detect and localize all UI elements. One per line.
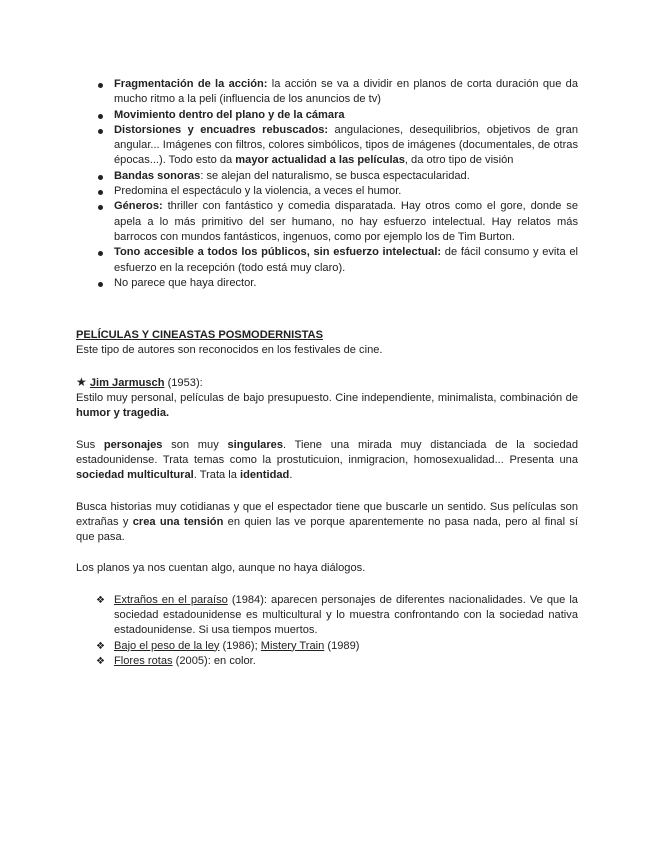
film-title: Extraños en el paraíso — [114, 593, 228, 606]
list-item: Bandas sonoras: se alejan del naturalismo, se busca espectacularidad. — [94, 169, 578, 184]
paragraph-stories: Busca historias muy cotidianas y que el espectador tiene que buscarle un sentido. Sus películas son extrañas y crea una tensión en quien las ve porque aparentemente no pasa nada, pero al final sí que pasa. — [76, 500, 578, 544]
list-item: Predomina el espectáculo y la violencia, a veces el humor. — [94, 184, 578, 199]
section-intro: Este tipo de autores son reconocidos en los festivales de cine. — [76, 344, 383, 357]
director-name: Jim Jarmusch — [89, 376, 165, 389]
list-item: Tono accesible a todos los públicos, sin esfuerzo intelectual: de fácil consumo y evita el esfuerzo en la recepción (todo está muy claro). — [94, 245, 578, 276]
list-item: ❖ Flores rotas (2005): en color. — [96, 654, 256, 667]
paragraph-characters: Sus personajes son muy singulares. Tiene una mirada muy distanciada de la sociedad estadounidense. Trata temas como la prostuticuion, inmigracion, homosexualidad... Presenta una sociedad multicultural. Trata la identidad. — [76, 438, 579, 482]
film-title: Mistery Train — [260, 639, 325, 652]
film-title: Bajo el peso de la ley — [114, 639, 220, 652]
films-list — [94, 593, 578, 669]
diamond-bullet-icon: ❖ — [96, 594, 105, 606]
director-years: (1953): — [164, 376, 203, 389]
list-item: Distorsiones y encuadres rebuscados: angulaciones, desequilibrios, objetivos de gran angular... Imágenes con filtros, colores simbólicos, tipos de imágenes (documentales, de otras épocas...). Todo esto da mayor actualidad a las películas, da otro tipo de visión — [94, 123, 578, 169]
director-heading — [76, 375, 578, 391]
film-title: Flores rotas — [114, 654, 173, 667]
list-item: No parece que haya director. — [94, 276, 578, 291]
list-item: ❖ Bajo el peso de la ley (1986); Mistery Train (1989) — [96, 639, 360, 652]
list-item: ❖ Extraños en el paraíso (1984): aparecen personajes de diferentes nacionalidades. Ve que la sociedad estadounidense es multicultural y lo muestra confrontando con la sociedad nativa estadounidense. Si usa tiempos muertos. — [96, 593, 578, 637]
paragraph-style: Estilo muy personal, películas de bajo presupuesto. Cine independiente, minimalista, combinación de humor y tragedia. — [76, 392, 578, 420]
characteristics-list — [94, 77, 578, 291]
diamond-bullet-icon: ❖ — [96, 655, 105, 667]
star-icon: ★ — [76, 374, 87, 389]
list-item: Géneros: thriller con fantástico y comedia disparatada. Hay otros como el gore, donde se apela a lo más primitivo del ser humano, no hay esfuerzo intelectual. Hay relatos más barrocos con mundos fantásticos, ingenuos, como por ejemplo los de Tim Burton. — [94, 199, 578, 245]
list-item: Fragmentación de la acción: la acción se va a dividir en planos de corta duración que da mucho ritmo a la peli (influencia de los anuncios de tv) — [94, 77, 578, 108]
document-page — [76, 77, 578, 669]
list-item: Movimiento dentro del plano y de la cámara — [94, 108, 578, 123]
paragraph-shots: Los planos ya nos cuentan algo, aunque no haya diálogos. — [76, 562, 366, 575]
section-heading: PELÍCULAS Y CINEASTAS POSMODERNISTAS — [76, 329, 323, 342]
diamond-bullet-icon: ❖ — [96, 640, 105, 652]
